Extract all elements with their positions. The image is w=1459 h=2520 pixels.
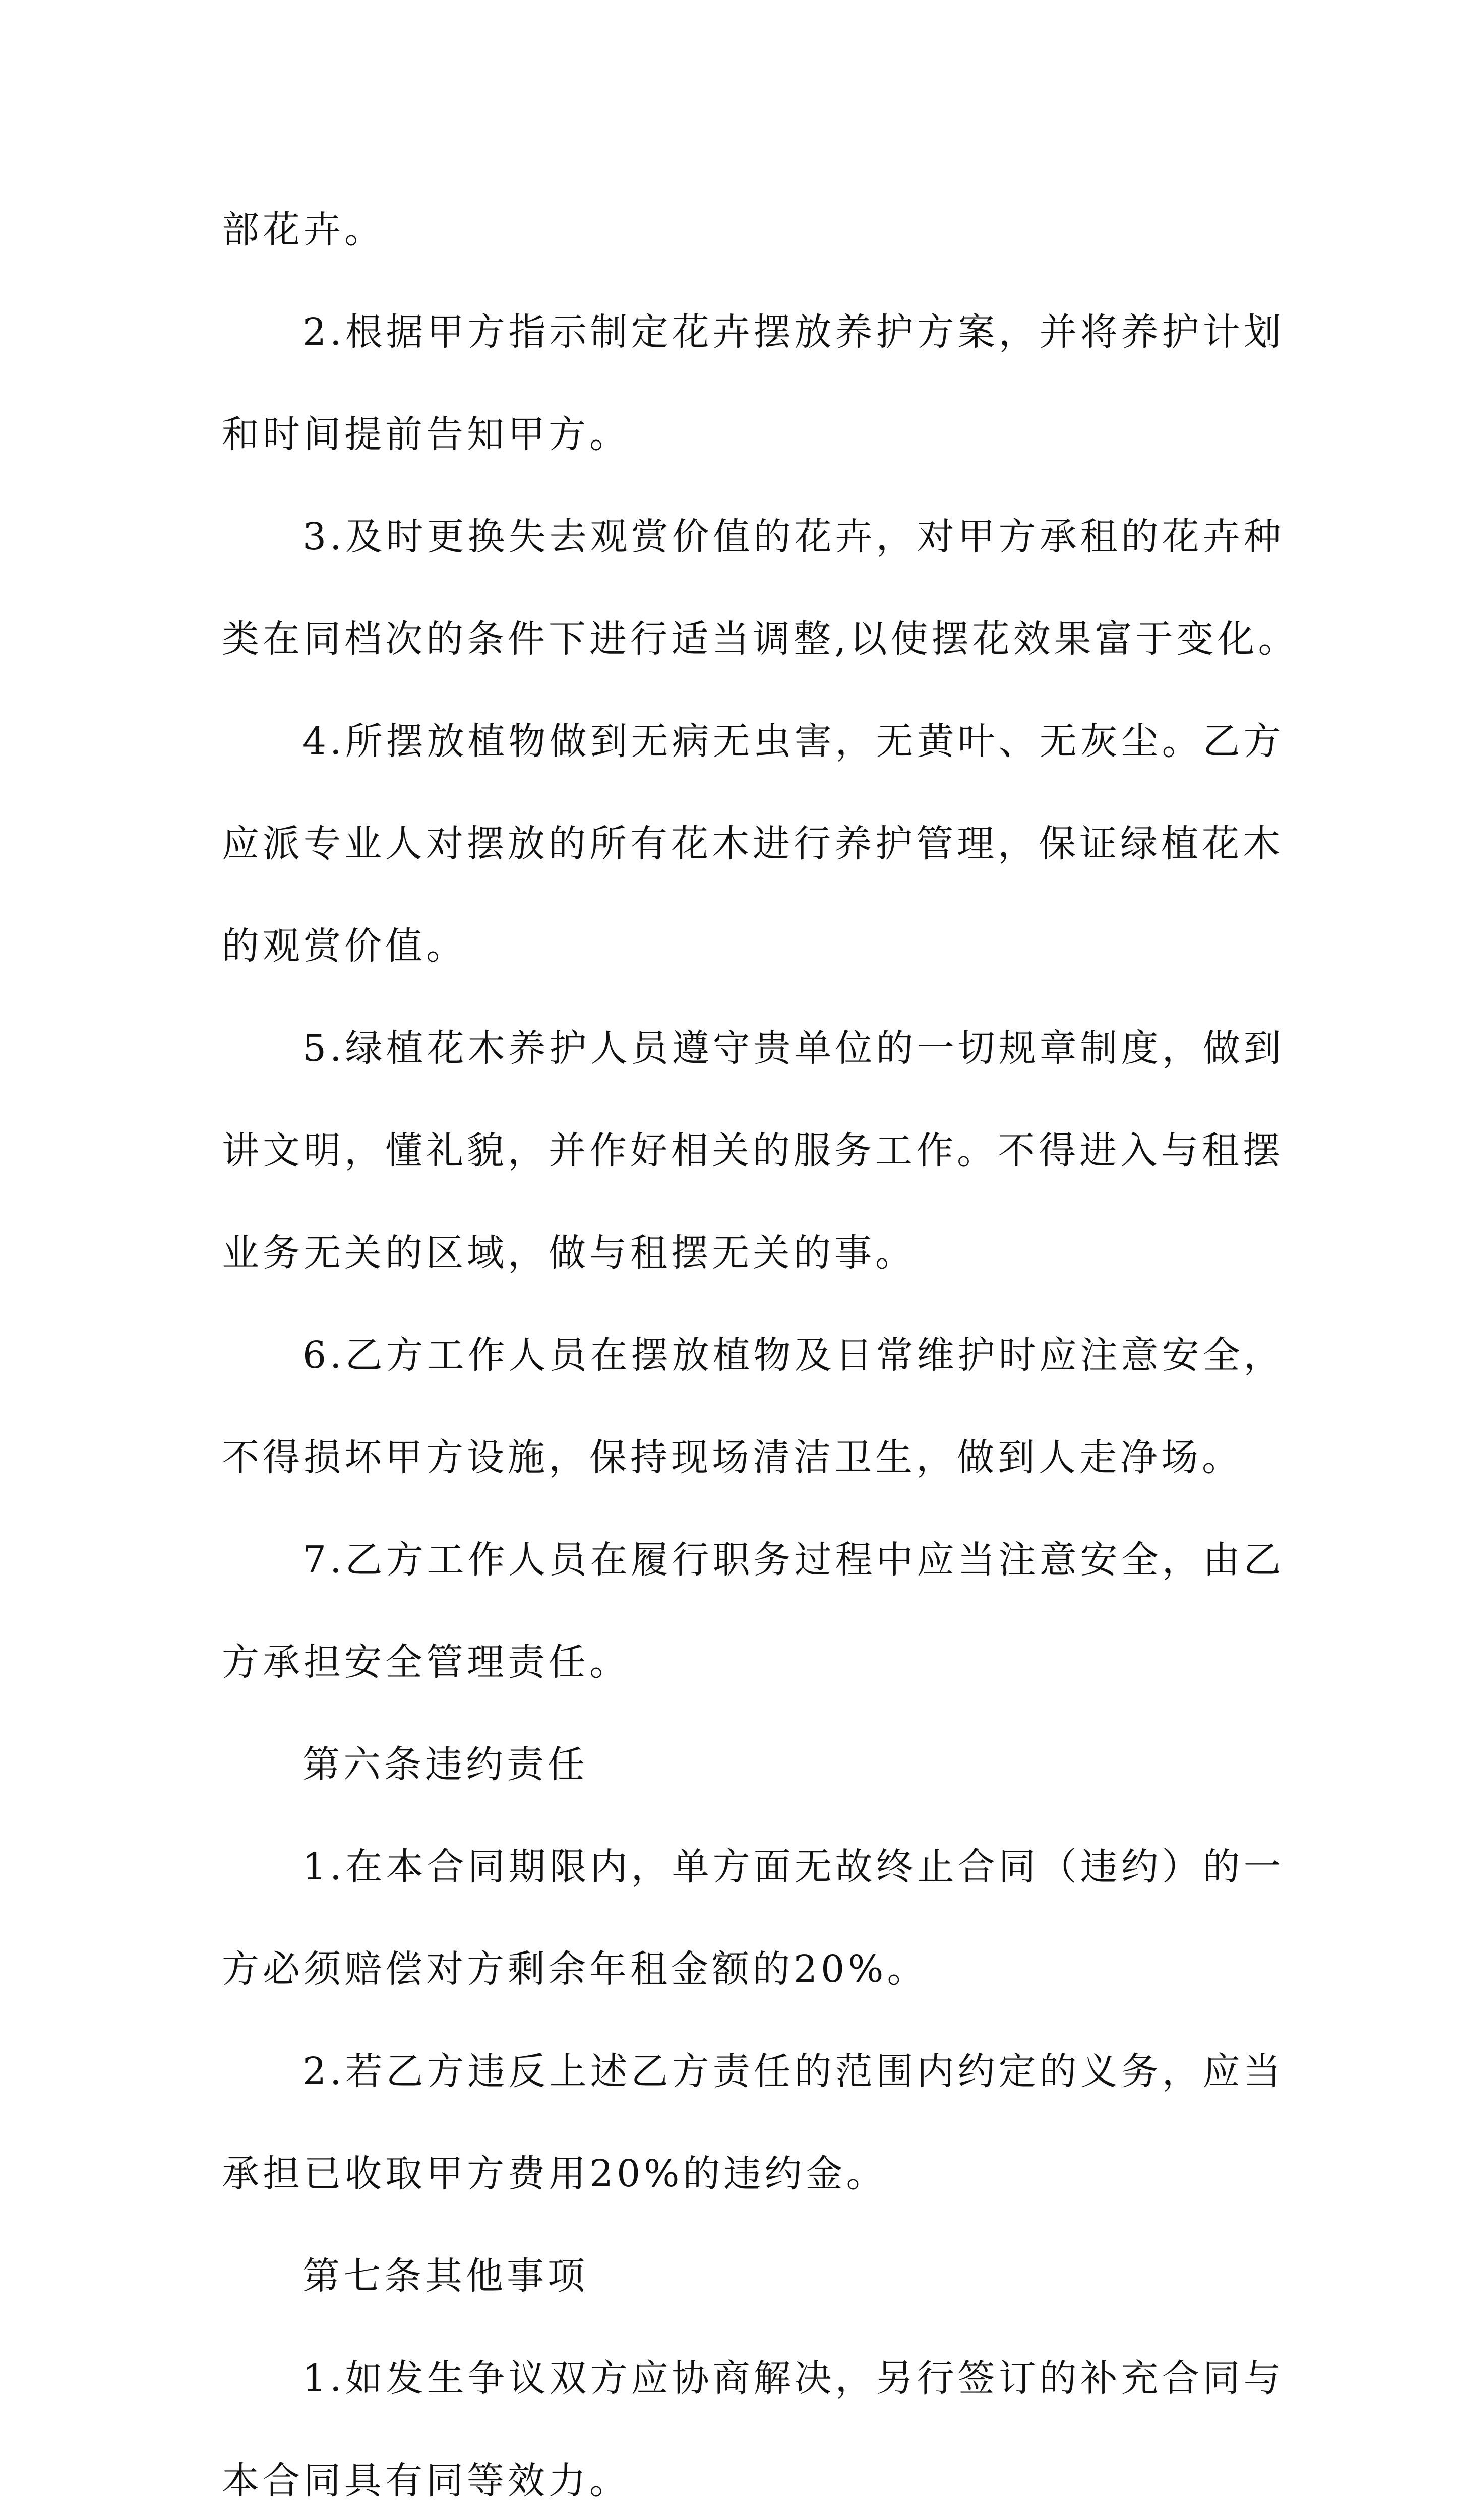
list-item-7: 7.乙方工作人员在履行职务过程中应当注意安全，由乙	[302, 1538, 1285, 1582]
list-item-6: 6.乙方工作人员在摆放植物及日常维护时应注意安全，	[302, 1334, 1285, 1377]
text-line: 业务无关的区域，做与租摆无关的事。	[222, 1231, 916, 1275]
text-line: 应派专业人对摆放的所有花木进行养护管理，保证绿植花木	[222, 822, 1284, 865]
list-item-3: 3.及时更换失去观赏价值的花卉，对甲方承租的花卉种	[302, 515, 1285, 558]
list-item-1: 1.在本合同期限内，单方面无故终止合同（违约）的一	[302, 1845, 1285, 1888]
text-line: 承担已收取甲方费用20%的违约金。	[222, 2152, 887, 2195]
list-item-2: 2.根据甲方指示制定花卉摆放养护方案，并将养护计划	[302, 310, 1285, 354]
text-line: 讲文明，懂礼貌，并作好相关的服务工作。不得进入与租摆	[222, 1129, 1284, 1172]
text-line: 和时间提前告知甲方。	[222, 413, 630, 456]
text-line: 部花卉。	[222, 208, 385, 251]
document-body	[222, 179, 1299, 2520]
text-line: 方承担安全管理责任。	[222, 1641, 630, 1684]
text-line: 的观赏价值。	[222, 924, 467, 968]
list-item-2: 2.若乙方违反上述乙方责任的范围内约定的义务，应当	[302, 2050, 1285, 2093]
list-item-4: 4.所摆放植物做到无病无虫害，无黄叶、无灰尘。乙方	[302, 720, 1285, 763]
text-line: 本合同具有同等效力。	[222, 2459, 630, 2502]
text-line: 类在同档次的条件下进行适当调整,以使摆花效果富于变化。	[222, 617, 1299, 661]
section-heading-article-6: 第六条违约责任	[302, 1743, 588, 1786]
list-item-5: 5.绿植花木养护人员遵守贵单位的一切规章制度，做到	[302, 1027, 1285, 1070]
list-item-1: 1.如发生争议双方应协商解决，另行签订的补充合同与	[302, 2357, 1285, 2400]
text-line: 不得损坏甲方设施，保持现场清洁卫生，做到人走净场。	[222, 1436, 1243, 1479]
section-heading-article-7: 第七条其他事项	[302, 2254, 588, 2298]
text-line: 方必须赔偿对方剩余年租金额的20%。	[222, 1947, 928, 1991]
